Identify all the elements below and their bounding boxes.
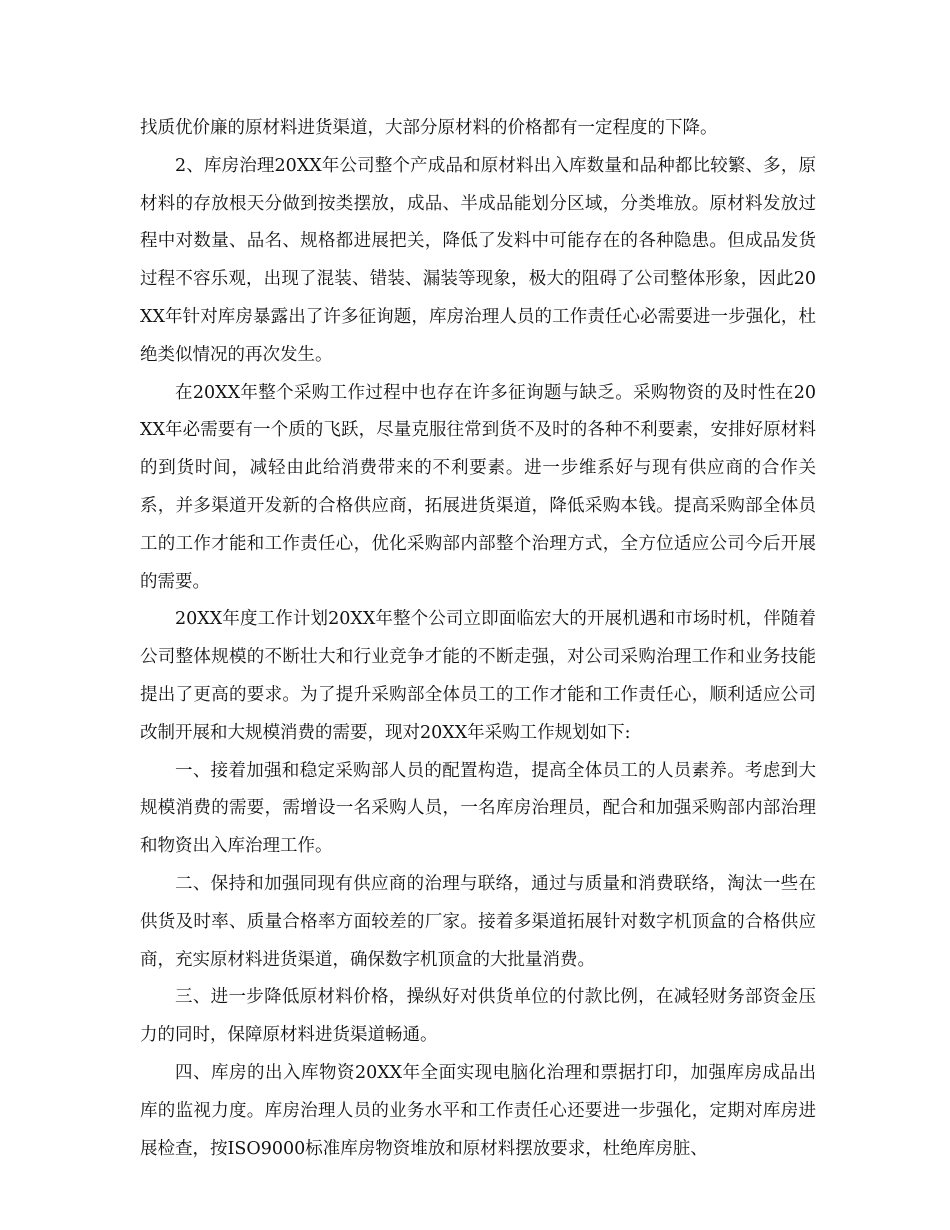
paragraph-8: 四、库房的出入库物资20XX年全面实现电脑化治理和票据打印，加强库房成品出库的监视力度。库房治理人员的业务水平和工作责任心还要进一步强化，定期对库房进展检查，按ISO9000标准库房物资堆放和原材料摆放要求，杜绝库房脏、: [140, 1062, 816, 1159]
document-body: [140, 110, 816, 1168]
paragraph-7: 三、进一步降低原材料价格，操纵好对供货单位的付款比例，在减轻财务部资金压力的同时，保障原材料进货渠道畅通。: [140, 987, 816, 1046]
paragraph-3: 在20XX年整个采购工作过程中也存在许多征询题与缺乏。采购物资的及时性在20XX年必需要有一个质的飞跃，尽量克服往常到货不及时的各种不利要素，安排好原材料的到货时间，减轻由此给消费带来的不利要素。进一步维系好与现有供应商的合作关系，并多渠道开发新的合格供应商，拓展进货渠道，降低采购本钱。提高采购部全体员工的工作才能和工作责任心，优化采购部内部整个治理方式，全方位适应公司今后开展的需要。: [140, 382, 816, 592]
paragraph-1: 找质优价廉的原材料进货渠道，大部分原材料的价格都有一定程度的下降。: [140, 118, 718, 138]
paragraph-2: 2、库房治理20XX年公司整个产成品和原材料出入库数量和品种都比较繁、多，原材料的存放根天分做到按类摆放，成品、半成品能划分区域，分类堆放。原材料发放过程中对数量、品名、规格都进展把关，降低了发料中可能存在的各种隐患。但成品发货过程不容乐观，出现了混装、错装、漏装等现象，极大的阻碍了公司整体形象，因此20XX年针对库房暴露出了许多征询题，库房治理人员的工作责任心必需要进一步强化，杜绝类似情况的再次发生。: [140, 155, 816, 365]
paragraph-5: 一、接着加强和稳定采购部人员的配置构造，提高全体员工的人员素养。考虑到大规模消费的需要，需增设一名采购人员，一名库房治理员，配合和加强采购部内部治理和物资出入库治理工作。: [140, 760, 816, 857]
paragraph-4: 20XX年度工作计划20XX年整个公司立即面临宏大的开展机遇和市场时机，伴随着公司整体规模的不断壮大和行业竞争才能的不断走强，对公司采购治理工作和业务技能提出了更高的要求。为了提升采购部全体员工的工作才能和工作责任心，顺利适应公司改制开展和大规模消费的需要，现对20XX年采购工作规划如下:: [140, 609, 816, 743]
paragraph-6: 二、保持和加强同现有供应商的治理与联络，通过与质量和消费联络，淘汰一些在供货及时率、质量合格率方面较差的厂家。接着多渠道拓展针对数字机顶盒的合格供应商，充实原材料进货渠道，确保数字机顶盒的大批量消费。: [140, 873, 816, 970]
